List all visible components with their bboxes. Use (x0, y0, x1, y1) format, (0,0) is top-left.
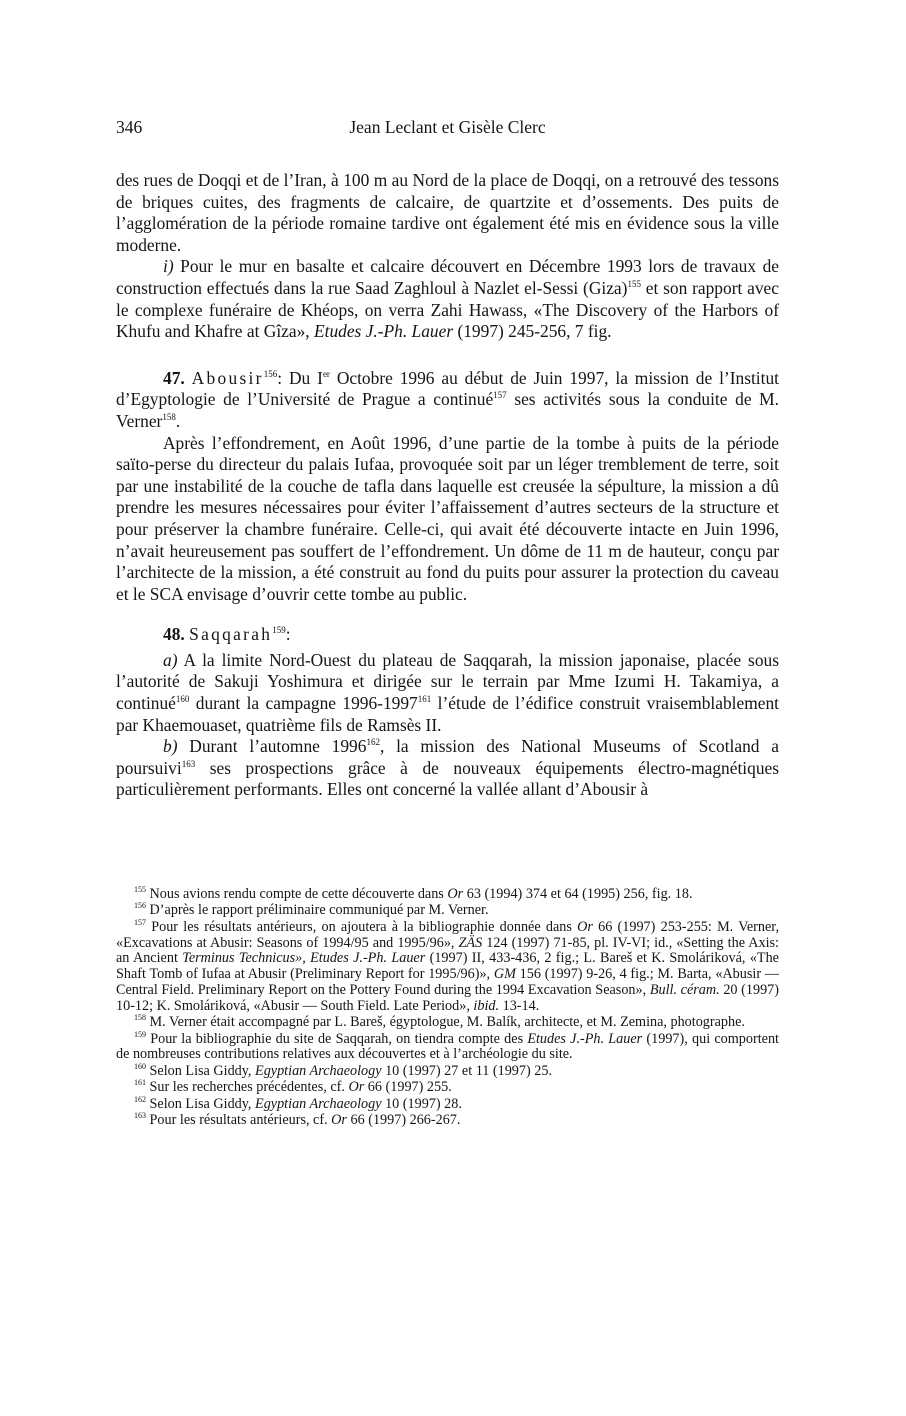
footnote-162: $^{162}$ Selon Lisa Giddy, Egyptian Archaeology 10 (1997) 28. (134, 1094, 462, 1112)
item-label: a) (163, 649, 178, 670)
site-name: Saqqarah (189, 624, 273, 645)
footnote-163: $^{163}$ Pour les résultats antérieurs, cf. Or 66 (1997) 266-267. (134, 1110, 461, 1128)
footnote-ref[interactable]: 161 (417, 694, 432, 705)
footnote-number: 159 (134, 1029, 146, 1039)
running-title: Jean Leclant et Gisèle Clerc (349, 117, 546, 137)
footnote-ref[interactable]: 155 (627, 278, 641, 289)
section-number: 47. (163, 367, 185, 388)
main-text (116, 170, 779, 801)
footnote-159: $^{159}$ Pour la bibliographie du site de Saqqarah, on tiendra compte des Etudes J.-Ph. Lauer (1997), qui comportent de nombreuses contributions relatives aux découvertes et à l’archéologie du site. (116, 1029, 779, 1063)
footnote-155: $^{155}$ Nous avions rendu compte de cette découverte dans Or 63 (1994) 374 et 64 (1995) 256, fig. 18. (134, 885, 693, 902)
footnotes (116, 887, 779, 1129)
footnote-ref[interactable]: 160 (175, 694, 190, 705)
footnote-157: $^{157}$ Pour les résultats antérieurs, on ajoutera à la bibliographie donnée dans Or 66 (1997) 253-255: M. Verner, «Excavations at Abusir: Seasons of 1994/95 and 1995/96», ZÄS 124 (1997) 71-85, pl. IV-VI; id., «Setting the Axis: an Ancient Terminus Technicus», Etudes J.-Ph. Lauer (1997) II, 433-436, 2 fig.; L. Bareš et K. Smoláriková, «The Shaft Tomb of Iufaa at Abusir (Preliminary Report for 1995/96)», GM 156 (1997) 9-26, 4 fig.; M. Barta, «Abusir — Central Field. Preliminary Report on the Pottery Found during the 1994 Excavation Season», Bull. céram. 20 (1997) 10-12; K. Smoláriková, «Abusir — South Field. Late Period», ibid. 13-14. (116, 917, 780, 1014)
footnote-number: 161 (134, 1078, 146, 1088)
footnote-ref[interactable]: 159 (272, 625, 286, 636)
footnote-ref[interactable]: 157 (493, 390, 507, 401)
footnote-161: $^{161}$ Sur les recherches précédentes, cf. Or 66 (1997) 255. (134, 1078, 452, 1096)
paragraph-i: i) Pour le mur en basalte et calcaire découvert en Décembre 1993 lors de travaux de construction effectués dans la rue Saad Zaghloul à Nazlet el-Sessi (Giza)$^{155}$ et son rapport avec le complexe funéraire de Khéops, on verra Zahi Hawass, «The Discovery of the Harbors of Khufu and Khafre at Gîza», Etudes J.-Ph. Lauer (1997) 245-256, 7 fig. (116, 256, 779, 342)
footnote-156: $^{156}$ D’après le rapport préliminaire communiqué par M. Verner. (134, 901, 489, 919)
section-47: 47. Abousir$^{156}$: Du Ier Octobre 1996 au début de Juin 1997, la mission de l’Institut d’Egyptologie de l’Université de Prague a continué$^{157}$ ses activités sous la conduite de M. Verner$^{158}$. (116, 367, 779, 431)
section-number: 48. (163, 624, 185, 645)
footnote-ref[interactable]: 158 (162, 411, 176, 422)
footnote-number: 158 (134, 1013, 146, 1023)
paragraph-effondrement: Après l’effondrement, en Août 1996, d’une partie de la tombe à puits de la période saïto-perse du directeur du palais Iufaa, provoquée soit par un léger tremblement de terre, soit par une instabilité de la couche de tafla dans laquelle est creusée la sépulture, la mission a dû prendre les mesures nécessaires pour éviter l’affaissement d’autres secteurs de la structure et pour préserver la chambre funéraire. Celle-ci, qui avait été découverte intacte en Juin 1996, n’avait heureusement pas souffert de l’effondrement. Un dôme de 11 m de hauteur, conçu par l’architecte de la mission, a été construit au fond du puits pour assurer la protection du caveau et le SCA envisage d’ouvrir cette tombe au public. (116, 432, 779, 604)
footnote-number: 162 (134, 1094, 146, 1104)
footnote-160: $^{160}$ Selon Lisa Giddy, Egyptian Archaeology 10 (1997) 27 et 11 (1997) 25. (134, 1061, 553, 1079)
footnote-number: 157 (134, 917, 146, 927)
page-number: 346 (116, 117, 143, 137)
site-name: Abousir (191, 367, 264, 388)
section-48: 48. Saqqarah$^{159}$: (163, 624, 291, 645)
footnote-ref[interactable]: 156 (263, 368, 278, 379)
paragraph-doqqi: des rues de Doqqi et de l’Iran, à 100 m au Nord de la place de Doqqi, on a retrouvé des tessons de briques cuites, des fragments de calcaire, de quartzite et d’ossements. Des puits de l’agglomération de la période romaine tardive ont également été mis en évidence sous la ville moderne. (116, 170, 779, 255)
footnote-ref[interactable]: 163 (181, 758, 196, 769)
footnote-number: 156 (134, 901, 146, 911)
footnote-number: 163 (134, 1110, 146, 1120)
footnote-ref[interactable]: 162 (366, 737, 380, 748)
paragraph-b: b) Durant l’automne 1996$^{162}$, la mission des National Museums of Scotland a poursuivi$^{163}$ ses prospections grâce à de nouveaux équipements électro-magnétiques particulièrement performants. Elles ont concerné la vallée allant d’Abousir à (116, 736, 779, 800)
footnote-158: $^{158}$ M. Verner était accompagné par L. Bareš, égyptologue, M. Balík, architecte, et M. Zemina, photographe. (134, 1013, 745, 1031)
footnote-number: 155 (134, 885, 146, 894)
item-label: i) (163, 256, 174, 277)
footnote-number: 160 (134, 1061, 146, 1071)
page-header (116, 117, 779, 139)
paragraph-a: a) A la limite Nord-Ouest du plateau de Saqqarah, la mission japonaise, placée sous l’autorité de Sakuji Yoshimura et dirigée sur le terrain par Mme Izumi H. Takamiya, a continué$^{160}$ durant la campagne 1996-1997$^{161}$ l’étude de l’édifice construit vraisemblablement par Khaemouaset, quatrième fils de Ramsès II. (116, 649, 779, 735)
item-label: b) (163, 736, 178, 757)
